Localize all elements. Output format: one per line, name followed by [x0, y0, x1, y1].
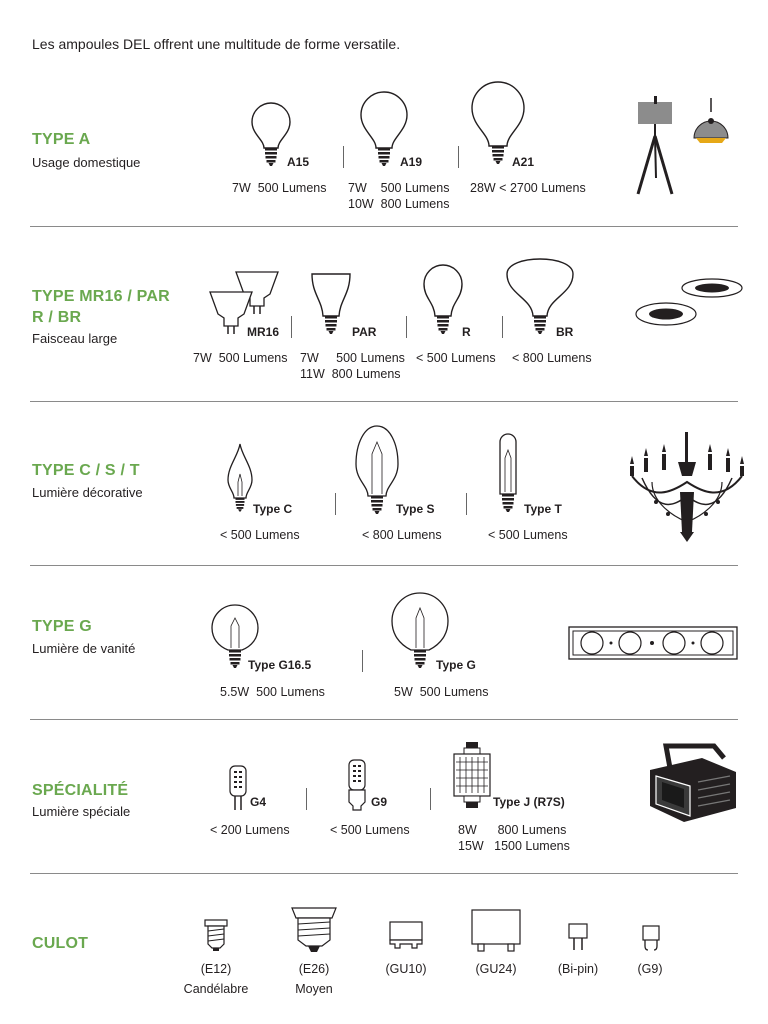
- bulb-label-g9: G9: [371, 795, 388, 809]
- bulb-label-type-j: Type J (R7S): [493, 795, 565, 809]
- section-subtitle: Usage domestique: [32, 155, 141, 170]
- separator: [430, 788, 431, 810]
- chandelier-icon: [622, 432, 752, 544]
- section-subtitle: Lumière décorative: [32, 485, 143, 500]
- section-title: SPÉCIALITÉ: [32, 782, 129, 799]
- e26-base-icon: [290, 906, 338, 956]
- section-divider: [30, 226, 738, 227]
- g4-bulb-icon: [226, 762, 250, 814]
- bulb-specs-br: < 800 Lumens: [512, 351, 592, 365]
- section-title: CULOT: [32, 935, 89, 952]
- bulb-label-type-c: Type C: [253, 502, 293, 516]
- section-title: TYPE G: [32, 618, 92, 635]
- bulb-specs-g9: < 500 Lumens: [330, 823, 410, 837]
- bulb-specs-type-s: < 800 Lumens: [362, 528, 442, 542]
- separator: [343, 146, 344, 168]
- bulb-specs-a19: 7W 500 Lumens 10W 800 Lumens: [348, 181, 450, 211]
- section-title-line1: TYPE MR16 / PAR: [32, 288, 170, 305]
- separator: [458, 146, 459, 168]
- floor-lamp-icon: [634, 96, 744, 198]
- gu10-base-icon: [386, 920, 426, 952]
- type-s-bulb-icon: [352, 424, 402, 518]
- culot-code-bi-pin: (Bi-pin): [557, 962, 599, 976]
- bulb-label-type-g: Type G: [436, 658, 476, 672]
- type-j-r7s-bulb-icon: [450, 740, 494, 812]
- separator: [306, 788, 307, 810]
- section-divider: [30, 565, 738, 566]
- culot-name-e12: Candélabre: [183, 982, 249, 996]
- culot-code-e12: (E12): [200, 962, 232, 976]
- section-divider: [30, 873, 738, 874]
- section-subtitle: Lumière de vanité: [32, 641, 136, 656]
- section-title-line2: R / BR: [32, 309, 82, 326]
- separator: [291, 316, 292, 338]
- bulb-label-r: R: [462, 325, 471, 339]
- bulb-label-a19: A19: [400, 155, 423, 169]
- separator: [362, 650, 363, 672]
- section-title: TYPE C / S / T: [32, 462, 140, 479]
- bulb-label-a15: A15: [287, 155, 310, 169]
- separator: [502, 316, 503, 338]
- bulb-specs-g16-5: 5.5W 500 Lumens: [220, 685, 325, 699]
- culot-code-gu10: (GU10): [385, 962, 427, 976]
- section-subtitle: Lumière spéciale: [32, 804, 131, 819]
- bulb-specs-a15: 7W 500 Lumens: [232, 181, 327, 195]
- flood-light-icon: [644, 742, 740, 828]
- bulb-label-type-t: Type T: [524, 502, 562, 516]
- bulb-specs-par: 7W 500 Lumens 11W 800 Lumens: [300, 351, 405, 381]
- bulb-label-g4: G4: [250, 795, 267, 809]
- g9-bulb-icon: [344, 758, 370, 814]
- separator: [335, 493, 336, 515]
- vanity-light-bar-icon: [568, 626, 738, 660]
- gu24-base-icon: [470, 908, 522, 954]
- bulb-specs-type-g: 5W 500 Lumens: [394, 685, 489, 699]
- section-divider: [30, 719, 738, 720]
- bulb-label-type-s: Type S: [396, 502, 435, 516]
- bulb-specs-type-j: 8W 800 Lumens 15W 1500 Lumens: [458, 823, 570, 853]
- par-bulb-icon: [306, 270, 356, 340]
- separator: [406, 316, 407, 338]
- r-bulb-icon: [420, 262, 466, 340]
- type-t-bulb-icon: [492, 430, 524, 518]
- bulb-label-g16-5: Type G16.5: [248, 658, 312, 672]
- bulb-specs-type-t: < 500 Lumens: [488, 528, 568, 542]
- culot-code-g9: (G9): [637, 962, 663, 976]
- bulb-specs-a21: 28W < 2700 Lumens: [470, 181, 586, 195]
- culot-name-e26: Moyen: [295, 982, 333, 996]
- bulb-specs-type-c: < 500 Lumens: [220, 528, 300, 542]
- g9-base-icon: [640, 924, 662, 952]
- section-title: TYPE A: [32, 131, 91, 148]
- bulb-label-mr16: MR16: [247, 325, 280, 339]
- bi-pin-base-icon: [566, 922, 590, 952]
- bulb-specs-r: < 500 Lumens: [416, 351, 496, 365]
- bulb-specs-mr16: 7W 500 Lumens: [193, 351, 288, 365]
- intro-text: Les ampoules DEL offrent une multitude de forme versatile.: [32, 36, 401, 52]
- separator: [466, 493, 467, 515]
- section-divider: [30, 401, 738, 402]
- culot-code-gu24: (GU24): [475, 962, 517, 976]
- bulb-specs-g4: < 200 Lumens: [210, 823, 290, 837]
- type-c-bulb-icon: [224, 442, 256, 518]
- e12-base-icon: [202, 918, 230, 954]
- bulb-label-a21: A21: [512, 155, 535, 169]
- recessed-light-icon: [632, 276, 746, 332]
- section-subtitle: Faisceau large: [32, 331, 118, 346]
- culot-code-e26: (E26): [298, 962, 330, 976]
- bulb-label-br: BR: [556, 325, 574, 339]
- bulb-label-par: PAR: [352, 325, 377, 339]
